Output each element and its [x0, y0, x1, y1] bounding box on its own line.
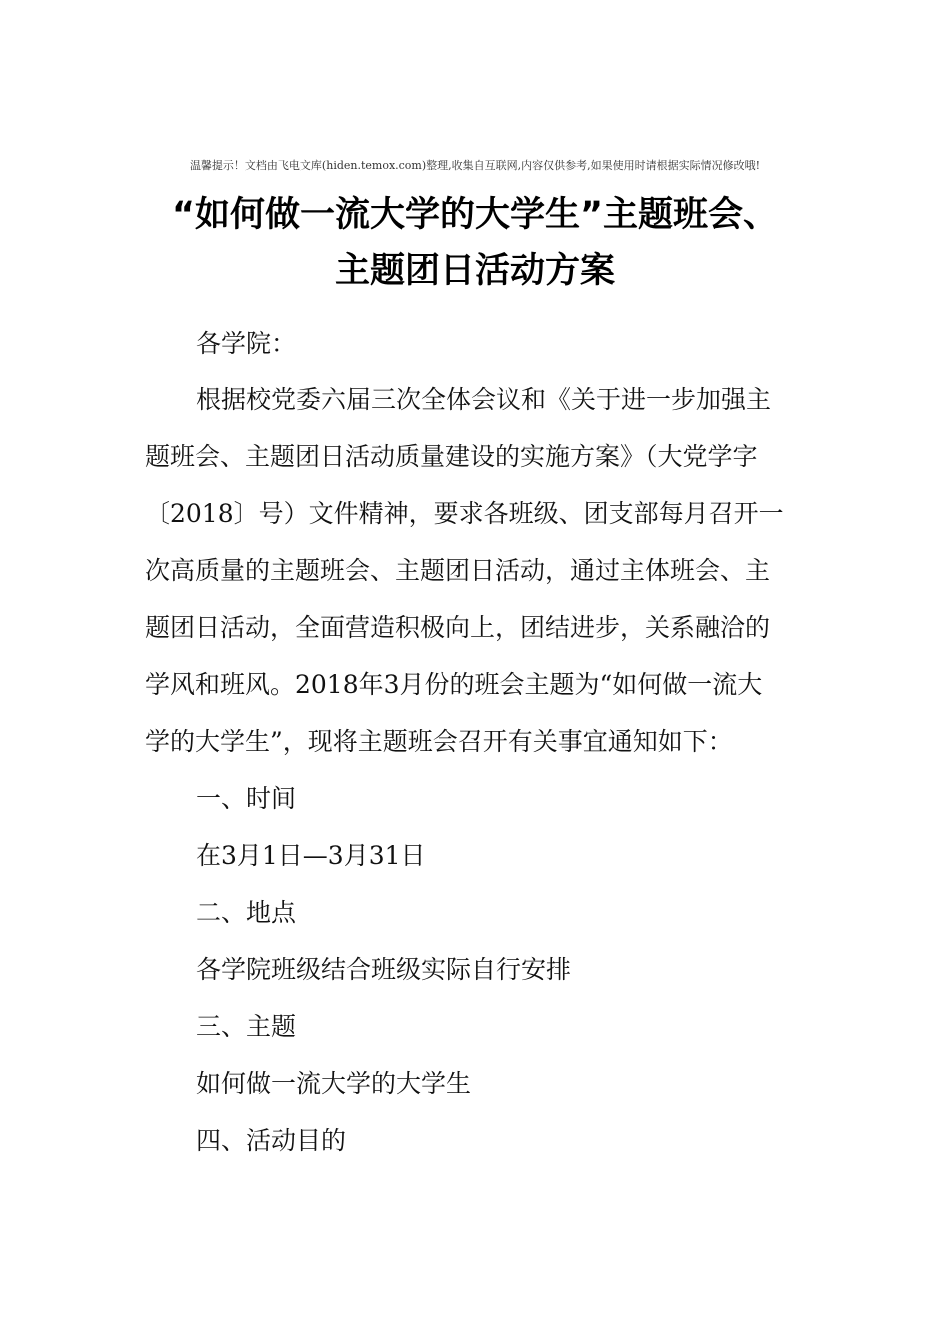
section-heading-theme: 三、主题	[196, 1012, 297, 1041]
section-content-theme: 如何做一流大学的大学生	[196, 1069, 472, 1098]
intro-paragraph-line: 根据校党委六届三次全体会议和《关于进一步加强主	[196, 385, 772, 414]
section-heading-time: 一、时间	[196, 784, 297, 813]
section-content-location: 各学院班级结合班级实际自行安排	[196, 955, 572, 984]
section-heading-location: 二、地点	[196, 898, 297, 927]
intro-paragraph-line: 题班会、主题团日活动质量建设的实施方案》（大党学字	[145, 442, 758, 471]
document-title-line-2: 主题团日活动方案	[334, 251, 615, 291]
section-content-time: 在3月1日—3月31日	[196, 841, 426, 870]
section-heading-purpose: 四、活动目的	[196, 1126, 347, 1155]
intro-paragraph-line: 〔2018〕号）文件精神，要求各班级、团支部每月召开一	[145, 499, 784, 528]
header-tip: 温馨提示！文档由飞电文库(hiden.temox.com)整理,收集自互联网,内容仅供参考,如果使用时请根据实际情况修改哦!	[189, 159, 761, 172]
salutation: 各学院：	[196, 329, 297, 358]
intro-paragraph-line: 学的大学生”，现将主题班会召开有关事宜通知如下：	[145, 727, 733, 756]
intro-paragraph-line: 题团日活动，全面营造积极向上，团结进步，关系融洽的	[145, 613, 771, 642]
document-title-line-1: “如何做一流大学的大学生”主题班会、	[171, 195, 778, 235]
intro-paragraph-line: 学风和班风。2018年3月份的班会主题为“如何做一流大	[145, 670, 763, 699]
intro-paragraph-line: 次高质量的主题班会、主题团日活动，通过主体班会、主	[145, 556, 771, 585]
